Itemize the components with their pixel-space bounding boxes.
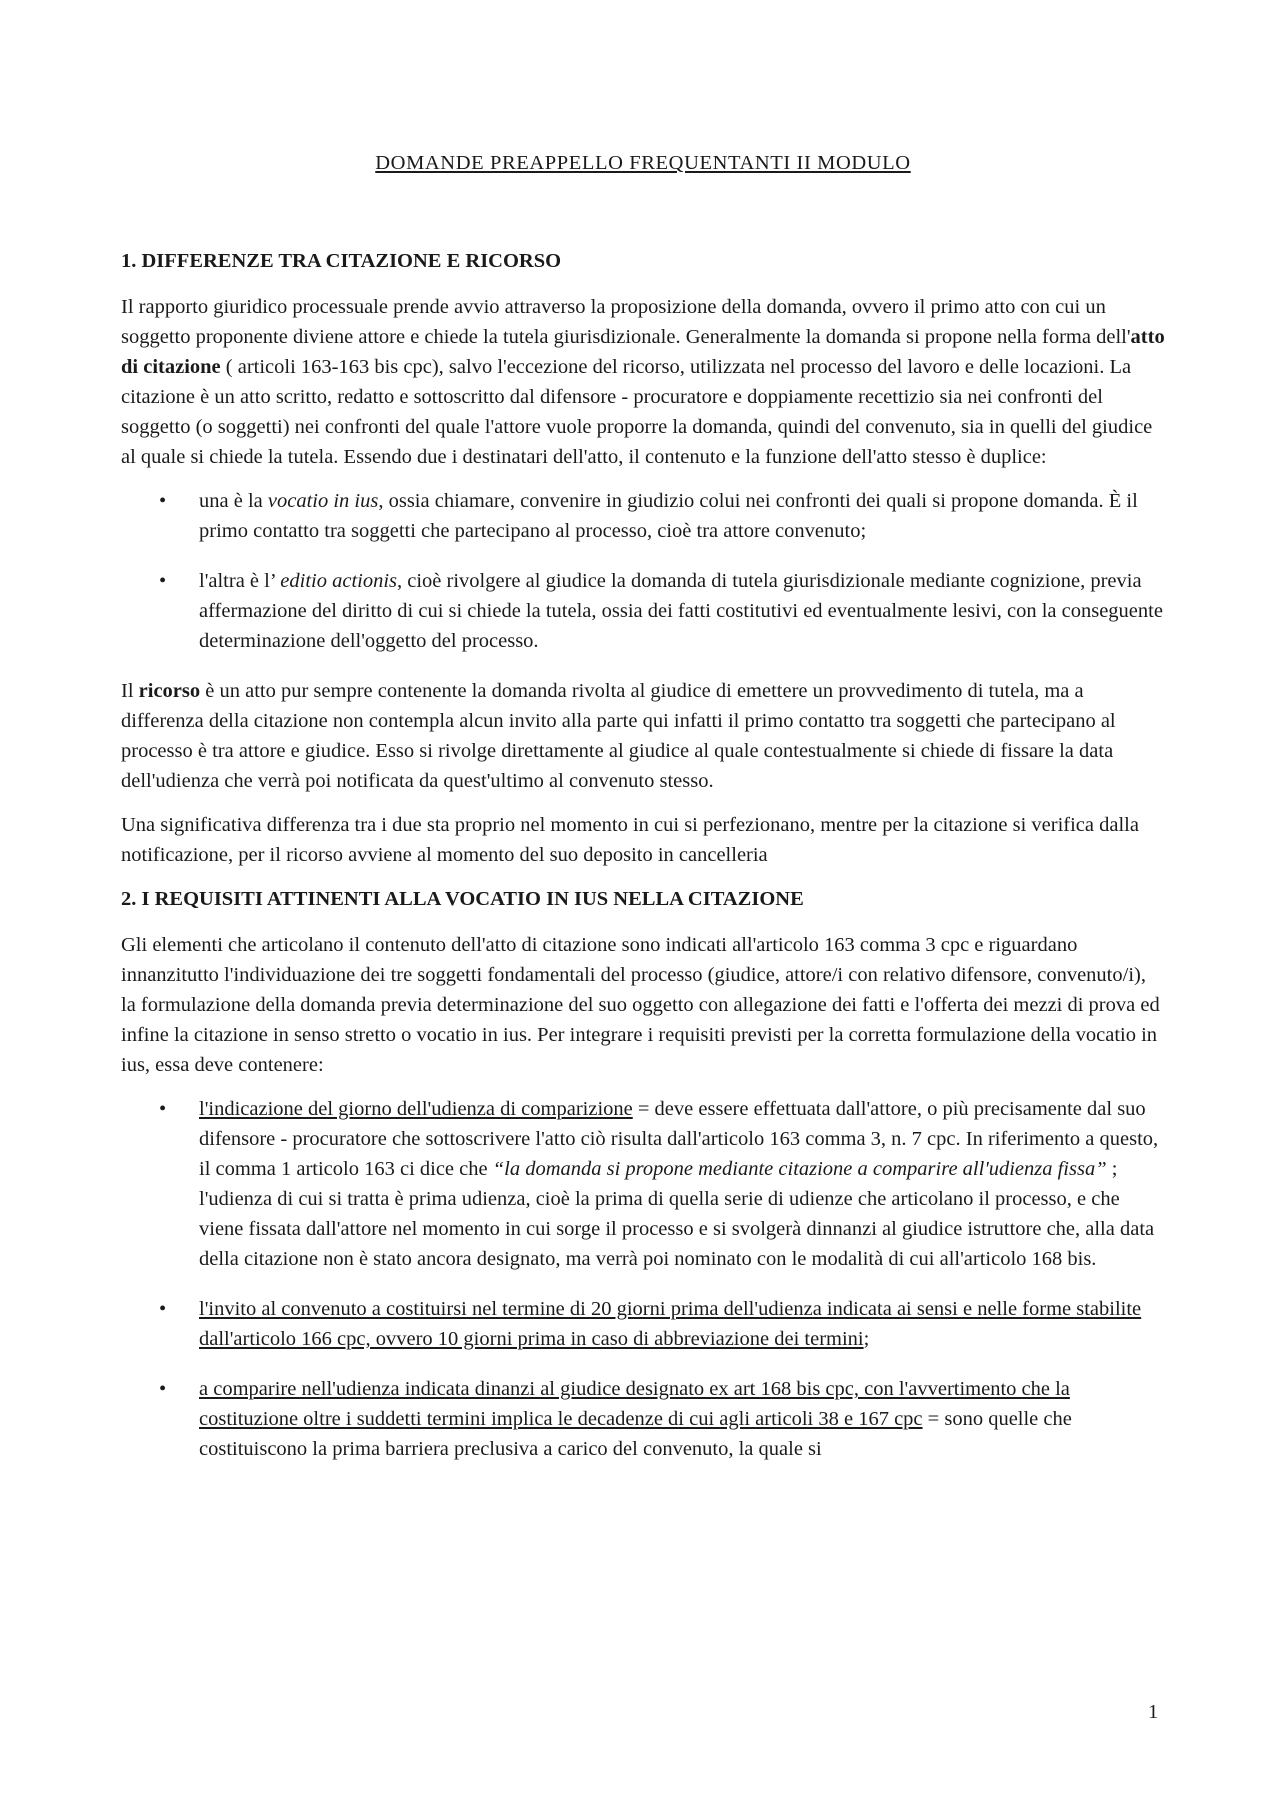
italic-term-editio-actionis: editio actionis (280, 570, 398, 592)
section-1-paragraph-3: Una significativa differenza tra i due sta proprio nel momento in cui si perfezionano, mentre per la citazione si verifica dalla notificazione, per il ricorso avviene al momento del suo deposito in cancelleria (121, 814, 1139, 866)
list-item (121, 486, 1165, 546)
document-content (121, 148, 1165, 1484)
text-span: ( articoli 163-163 bis cpc), salvo l'eccezione del ricorso, utilizzata nel processo del lavoro e delle locazioni. La citazione è un atto scritto, redatto e sottoscritto dal difensore - procuratore e doppiamente recettizio sia nei confronti del soggetto (o soggetti) nei confronti del quale l'attore vuole proporre la domanda, quindi del convenuto, sia in quelli del giudice al quale si chiede la tutela. Essendo due i destinatari dell'atto, il contenuto e la funzione dell'atto stesso è duplice: (121, 356, 1153, 468)
text-span: una è la (199, 490, 268, 512)
list-item (121, 1374, 1165, 1464)
section-2-paragraph-1: Gli elementi che articolano il contenuto dell'atto di citazione sono indicati all'articolo 163 comma 3 cpc e riguardano innanzitutto l'individuazione dei tre soggetti fondamentali del processo (giudice, attore/i con relativo difensore, convenuto/i), la formulazione della domanda previa determinazione del suo oggetto con allegazione dei fatti e l'offerta dei mezzi di prova ed infine la citazione in senso stretto o vocatio in ius. Per integrare i requisiti previsti per la corretta formulazione della vocatio in ius, essa deve contenere: (121, 934, 1160, 1076)
list-item (121, 566, 1165, 656)
italic-quote: “la domanda si propone mediante citazione a comparire all'udienza fissa” (492, 1158, 1107, 1180)
list-item (121, 1094, 1165, 1274)
bullet-icon: • (159, 570, 167, 592)
italic-term-vocatio-in-ius: vocatio in ius (267, 490, 379, 512)
text-span: , ossia chiamare, convenire in giudizio colui nei confronti dei quali si propone domanda. È il primo contatto tra soggetti che partecipano al processo, cioè tra attore convenuto; (199, 490, 1138, 542)
text-span: = deve essere effettuata dall'attore, o più precisamente dal suo difensore - procuratore che sottoscrivere l'atto ciò risulta dall'articolo 163 comma 3, n. 7 cpc. In riferimento a questo, il comma 1 articolo 163 ci dice che (199, 1098, 1159, 1180)
list-item (121, 1294, 1165, 1354)
text-span: ; l'udienza di cui si tratta è prima udienza, cioè la prima di quella serie di udienze che articolano il processo, e che viene fissata dall'attore nel momento in cui sorge il processo e si svolgerà dinnanzi al giudice istruttore che, alla data della citazione non è stato ancora designato, ma verrà poi nominato con le modalità di cui all'articolo 168 bis. (199, 1158, 1155, 1270)
underlined-text: a comparire nell'udienza indicata dinanzi al giudice designato ex art 168 bis cpc, con l'avvertimento che la costituzione oltre i suddetti termini implica le decadenze di cui agli articoli 38 e 167 cpc (199, 1378, 1070, 1430)
bullet-icon: • (159, 1298, 167, 1320)
section-1-heading: 1. DIFFERENZE TRA CITAZIONE E RICORSO (121, 250, 562, 272)
text-span: l'altra è l’ (199, 570, 281, 592)
section-2-bullet-list (121, 1094, 1165, 1464)
bold-term-atto-di-citazione: atto di citazione (121, 326, 1165, 378)
bold-term-ricorso: ricorso (138, 680, 201, 702)
underlined-text: l'invito al convenuto a costituirsi nel termine di 20 giorni prima dell'udienza indicata ai sensi e nelle forme stabilite dall'articolo 166 cpc, ovvero 10 giorni prima in caso di abbreviazione dei termini (199, 1298, 1142, 1350)
bullet-icon: • (159, 490, 167, 512)
text-span: Il (121, 680, 139, 702)
section-1-bullet-list (121, 486, 1165, 656)
section-2-heading: 2. I REQUISITI ATTINENTI ALLA VOCATIO IN IUS NELLA CITAZIONE (121, 888, 804, 910)
bullet-icon: • (159, 1098, 167, 1120)
page-number: 1 (1148, 1701, 1159, 1723)
bullet-icon: • (159, 1378, 167, 1400)
text-span: = sono quelle che costituiscono la prima barriera preclusiva a carico del convenuto, la quale si (199, 1408, 1072, 1460)
text-span: ; (863, 1328, 870, 1350)
section-1-paragraph-1 (121, 292, 1165, 472)
text-span: è un atto pur sempre contenente la domanda rivolta al giudice di emettere un provvedimento di tutela, ma a differenza della citazione non contempla alcun invito alla parte qui infatti il primo contatto tra soggetti che partecipano al processo è tra attore e giudice. Esso si rivolge direttamente al giudice al quale contestualmente si chiede di fissare la data dell'udienza che verrà poi notificata da quest'ultimo al convenuto stesso. (121, 680, 1116, 792)
section-1-paragraph-2 (121, 676, 1165, 796)
underlined-text: l'indicazione del giorno dell'udienza di comparizione (199, 1098, 633, 1120)
text-span: , cioè rivolgere al giudice la domanda di tutela giurisdizionale mediante cognizione, previa affermazione del diritto di cui si chiede la tutela, ossia dei fatti costitutivi ed eventualmente lesivi, con la conseguente determinazione dell'oggetto del processo. (199, 570, 1163, 652)
text-span: Il rapporto giuridico processuale prende avvio attraverso la proposizione della domanda, ovvero il primo atto con cui un soggetto proponente diviene attore e chiede la tutela giurisdizionale. Generalmente la domanda si propone nella forma dell' (121, 296, 1131, 348)
document-title: DOMANDE PREAPPELLO FREQUENTANTI II MODULO (375, 152, 911, 174)
